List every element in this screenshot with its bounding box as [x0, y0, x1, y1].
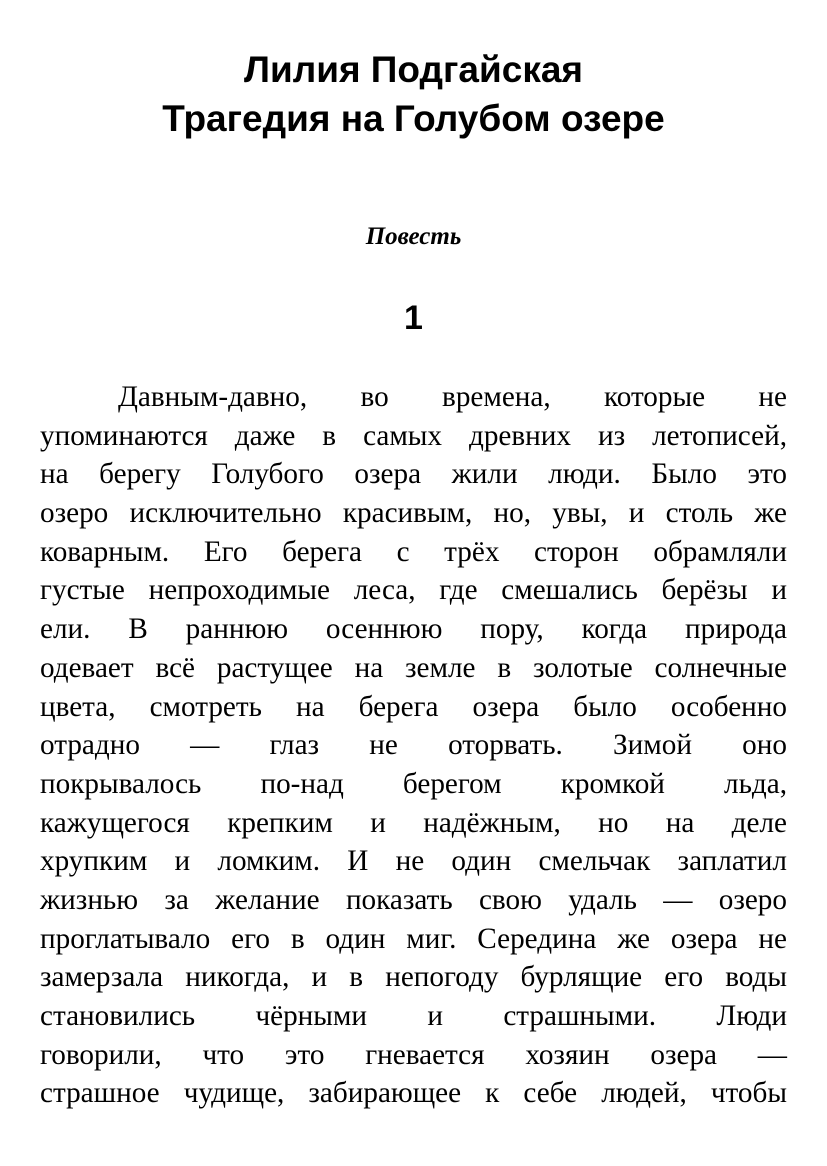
paragraph-line: замерзала никогда, и в непогоду бурлящие его воды — [40, 961, 787, 994]
work-title: Трагедия на Голубом озере — [162, 98, 665, 139]
paragraph-line: на берегу Голубого озера жили люди. Было это — [40, 458, 787, 491]
paragraph-line: отрадно — глаз не оторвать. Зимой оно — [40, 729, 787, 762]
paragraph-line: озеро исключительно красивым, но, увы, и столь же — [40, 497, 787, 530]
chapter-number: 1 — [404, 299, 423, 337]
paragraph-line: густые непроходимые леса, где смешались берёзы и — [40, 574, 787, 607]
story-paragraph — [40, 378, 787, 1113]
paragraph-line: одевает всё растущее на земле в золотые солнечные — [40, 651, 787, 684]
paragraph-line: страшное чудище, забирающее к себе людей, чтобы — [40, 1077, 787, 1110]
author-name: Лилия Подгайская — [243, 49, 584, 90]
genre-label: Повесть — [365, 223, 462, 250]
paragraph-line: проглатывало его в один миг. Середина же озера не — [40, 922, 787, 955]
paragraph-line: Давным-давно, во времена, которые не — [118, 381, 787, 413]
paragraph-line: цвета, смотреть на берега озера было особенно — [40, 690, 787, 723]
paragraph-line: жизнью за желание показать свою удаль — озеро — [40, 883, 787, 916]
paragraph-line: коварным. Его берега с трёх сторон обрамляли — [40, 535, 787, 568]
paragraph-line: упоминаются даже в самых древних из летописей, — [40, 419, 787, 452]
paragraph-line: ели. В раннюю осеннюю пору, когда природа — [40, 613, 787, 646]
paragraph-line: хрупким и ломким. И не один смельчак заплатил — [40, 845, 787, 878]
paragraph-line: кажущегося крепким и надёжным, но на деле — [40, 806, 787, 839]
paragraph-line: становились чёрными и страшными. Люди — [40, 1000, 787, 1032]
paragraph-line: покрывалось по-над берегом кромкой льда, — [40, 767, 787, 800]
paragraph-line: говорили, что это гневается хозяин озера — — [40, 1038, 787, 1071]
